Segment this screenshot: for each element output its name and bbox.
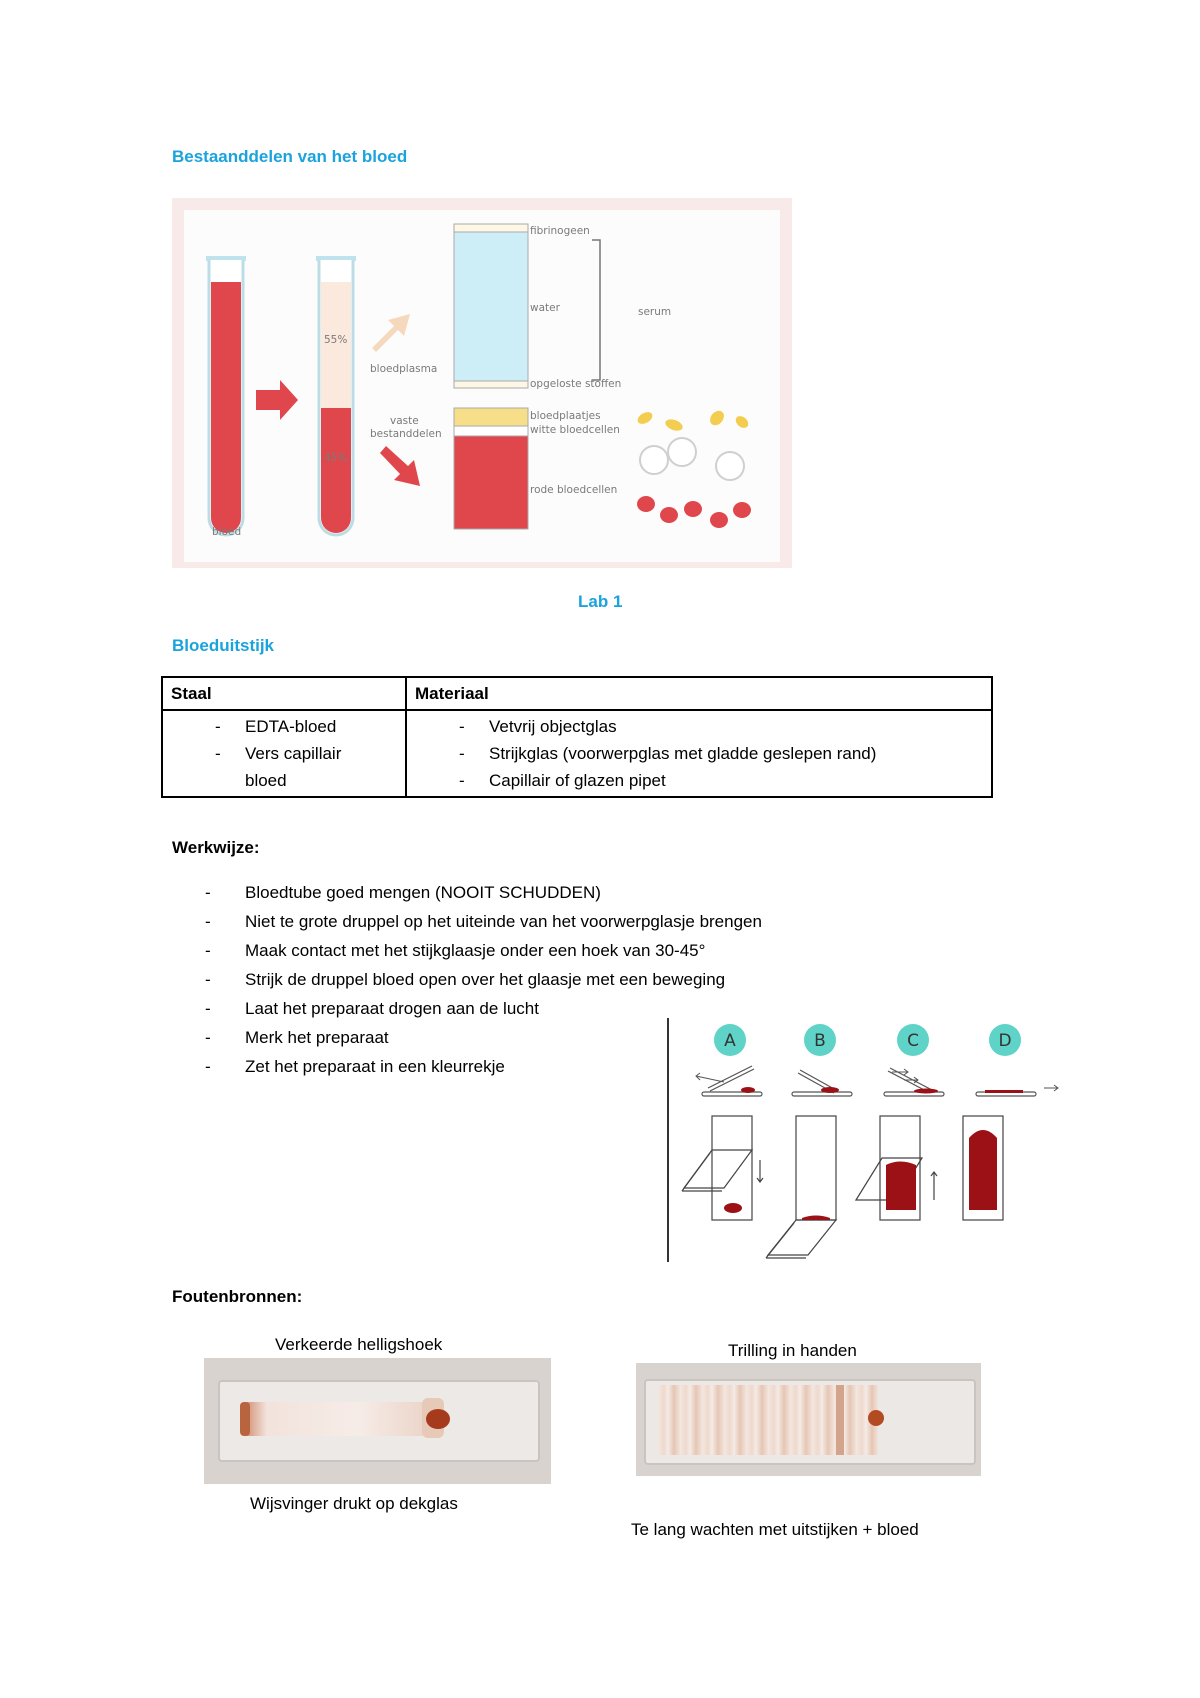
- label-fibrinogeen: fibrinogeen: [530, 225, 590, 237]
- label-opgeloste-stoffen: opgeloste stoffen: [530, 378, 622, 390]
- list-item: - Merk het preparaat: [205, 1028, 389, 1047]
- blood-components-figure: [172, 198, 792, 568]
- table-header-staal: Staal: [162, 677, 406, 710]
- label-bloedplasma: bloedplasma: [370, 363, 438, 375]
- list-item: - Maak contact met het stijkglaasje onder een hoek van 30-45°: [205, 941, 706, 960]
- section-heading-bloeduitstijk: Bloeduitstijk: [172, 636, 275, 655]
- table-cell-materiaal: [406, 710, 992, 797]
- blood-components-diagram: [172, 198, 792, 568]
- slide-photo-2: [636, 1363, 981, 1476]
- light-arrow-icon: [372, 314, 410, 352]
- label-rode-bloedcellen: rode bloedcellen: [530, 484, 618, 496]
- list-item: - Bloedtube goed mengen (NOOIT SCHUDDEN): [205, 883, 601, 902]
- label-55-percent: 55%: [324, 334, 348, 346]
- label-bloed: bloed: [212, 526, 242, 538]
- table-header-materiaal: Materiaal: [406, 677, 992, 710]
- label-45-percent: 45%: [324, 452, 348, 464]
- table-cell-staal: [162, 710, 406, 797]
- test-tube-blood: [206, 256, 246, 535]
- caption-wijsvinger: Wijsvinger drukt op dekglas: [250, 1494, 458, 1513]
- list-item: - Niet te grote druppel op het uiteinde van het voorwerpglasje brengen: [205, 912, 762, 931]
- label-vaste: vaste: [390, 415, 419, 427]
- lab-title: Lab 1: [578, 592, 623, 611]
- slide-photo-1: [204, 1358, 551, 1484]
- table-header-row: [162, 677, 992, 710]
- list-item: bloed: [245, 771, 287, 790]
- label-bestanddelen: bestanddelen: [370, 428, 442, 440]
- step-b-letter: B: [814, 1031, 826, 1051]
- label-witte-bloedcellen: witte bloedcellen: [530, 424, 620, 436]
- step-d-letter: D: [998, 1031, 1012, 1051]
- smear-steps-figure: [660, 1010, 1070, 1272]
- list-item: - Capillair of glazen pipet: [459, 771, 666, 790]
- label-bloedplaatjes: bloedplaatjes: [530, 410, 601, 422]
- label-water: water: [530, 302, 560, 314]
- list-item: - EDTA-bloed: [215, 717, 337, 736]
- table-row: [162, 710, 992, 797]
- step-c-letter: C: [907, 1031, 919, 1051]
- label-serum: serum: [638, 306, 672, 318]
- list-item: - Zet het preparaat in een kleurrekje: [205, 1057, 505, 1076]
- list-item: - Strijk de druppel bloed open over het glaasje met een beweging: [205, 970, 726, 989]
- werkwijze-heading: Werkwijze:: [172, 838, 260, 857]
- list-item: - Laat het preparaat drogen aan de lucht: [205, 999, 539, 1018]
- test-tube-separated: [316, 256, 356, 535]
- caption-trilling-in-handen: Trilling in handen: [728, 1341, 857, 1360]
- red-arrow-icon: [256, 380, 298, 420]
- list-item: - Vetvrij objectglas: [459, 717, 617, 736]
- red-arrow-down-icon: [380, 446, 420, 486]
- caption-verkeerde-hellingshoek: Verkeerde helligshoek: [275, 1335, 443, 1354]
- list-item: - Vers capillair: [215, 744, 342, 763]
- section-heading-components: Bestaanddelen van het bloed: [172, 147, 408, 166]
- list-item: - Strijkglas (voorwerpglas met gladde geslepen rand): [459, 744, 877, 763]
- foutenbronnen-heading: Foutenbronnen:: [172, 1287, 303, 1306]
- caption-te-lang-wachten: Te lang wachten met uitstijken + bloed: [631, 1520, 919, 1539]
- materials-table: [161, 676, 993, 798]
- step-a-letter: A: [724, 1031, 736, 1051]
